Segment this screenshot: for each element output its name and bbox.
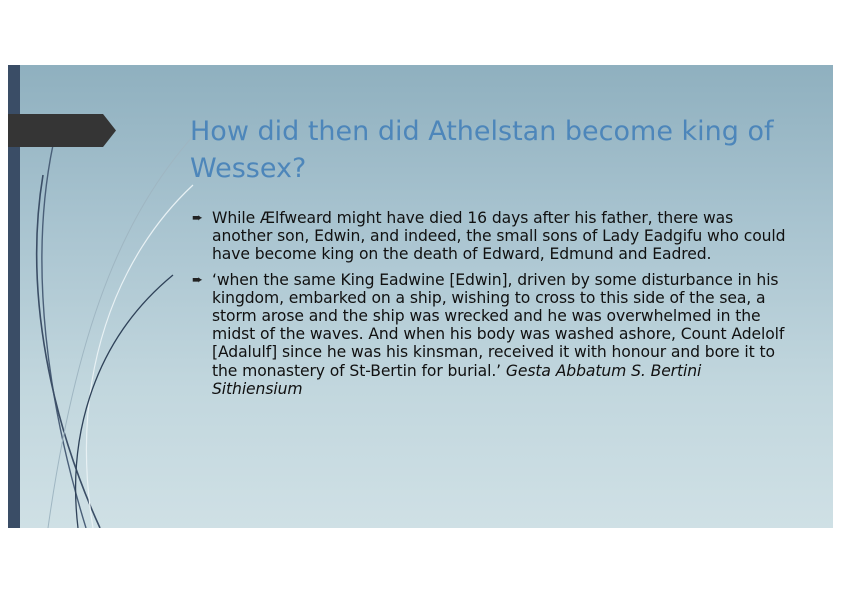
arrow-bullet-icon: ➨ (192, 272, 203, 288)
source-citation: Gesta Abbatum S. Bertini Sithiensium (212, 361, 702, 398)
bullet-list (190, 209, 790, 405)
bullet-item (190, 209, 790, 264)
bullet-text: While Ælfweard might have died 16 days after his father, there was another son, Edwin, and indeed, the small sons of Lady Eadgifu who could have become king on the death of Edward, Edmund and Eadred. (212, 209, 786, 264)
bullet-text: ‘when the same King Eadwine [Edwin], driven by some disturbance in his kingdom, embarked on a ship, wishing to cross to this side of the sea, a storm arose and the ship was wrecked and he was overwhelmed in the midst of the waves. And when his body was washed ashore, Count Adelolf [Adalulf] since he was his kinsman, received it with honour and bore it to the monastery of St-Bertin for burial.’ (212, 270, 785, 380)
bullet-item (190, 271, 790, 398)
slide-title: How did then did Athelstan become king of Wessex? (190, 116, 774, 184)
arrow-bullet-icon: ➨ (192, 211, 203, 226)
slide (8, 65, 833, 528)
title-arrow-tab (8, 114, 116, 147)
